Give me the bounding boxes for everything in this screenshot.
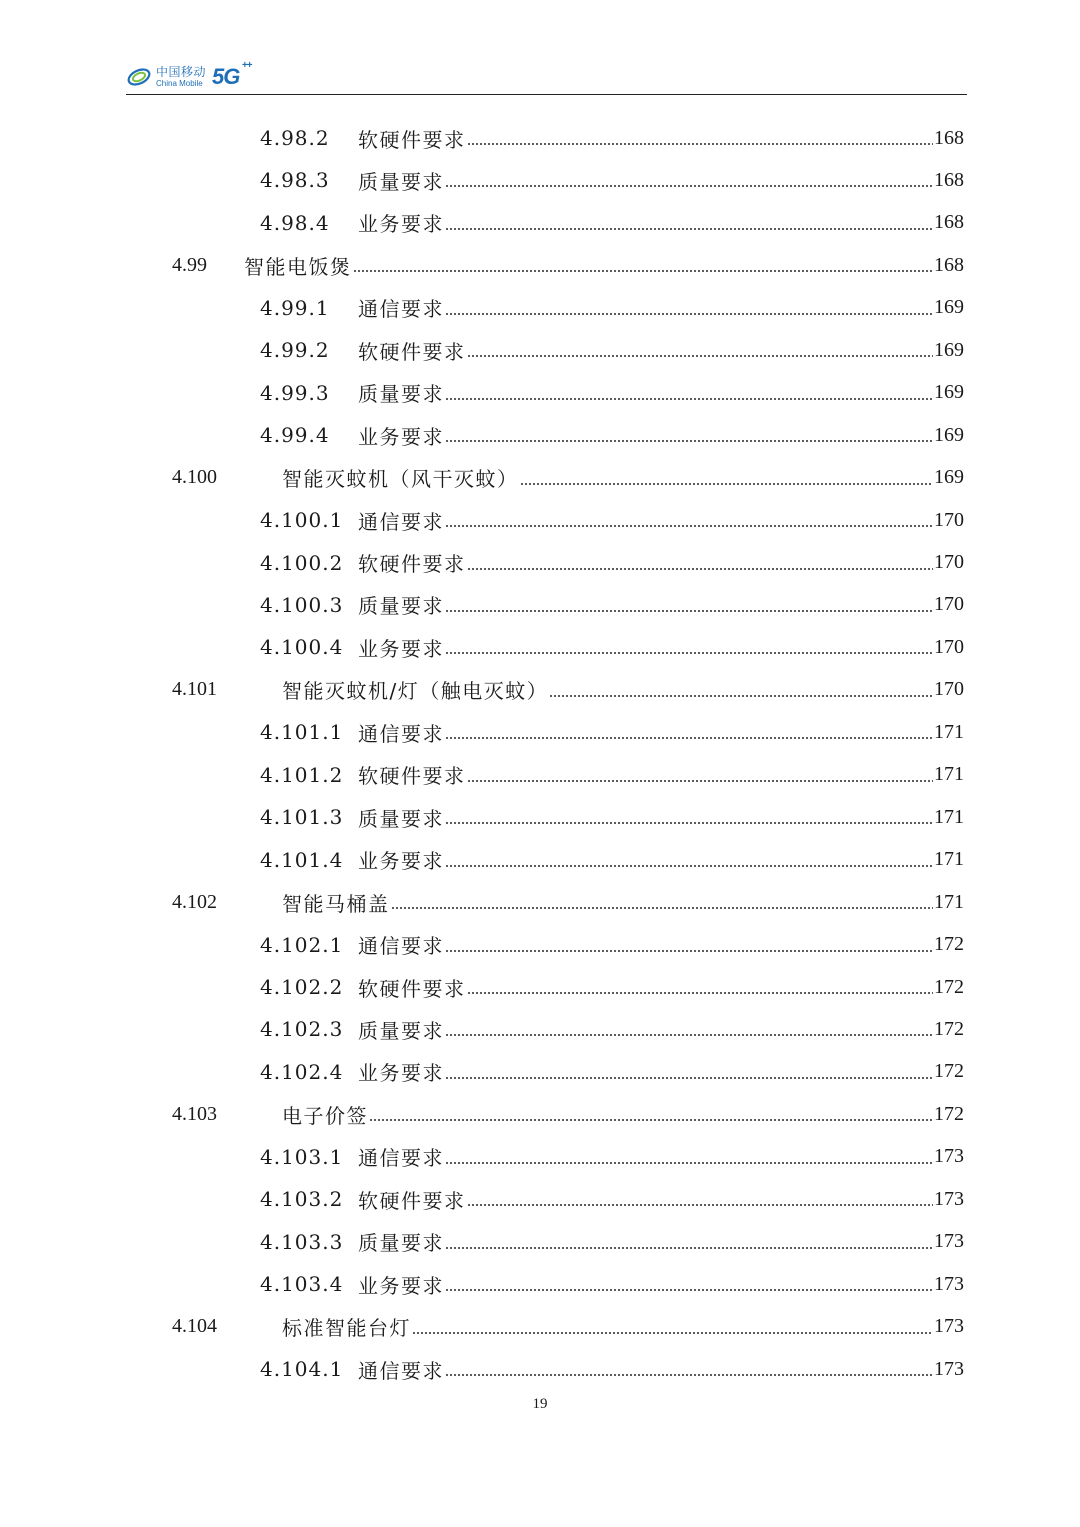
page-number: 19 xyxy=(532,1396,548,1412)
toc-subsection-entry[interactable] xyxy=(260,1263,964,1305)
toc-entry-number: 4.104.1 xyxy=(260,1357,344,1382)
toc-dot-leader xyxy=(353,252,934,278)
toc-entry-title: 质量要求 xyxy=(358,1231,444,1256)
toc-dot-leader xyxy=(445,592,933,618)
toc-dot-leader xyxy=(445,295,933,321)
toc-entry-title: 业务要求 xyxy=(358,849,444,874)
toc-dot-leader xyxy=(445,507,933,533)
toc-entry-number: 4.99.1 xyxy=(260,295,330,320)
toc-subsection-entry[interactable] xyxy=(260,499,964,541)
toc-entry-title: 智能灭蚊机（风干灭蚊） xyxy=(282,467,519,492)
toc-section-entry[interactable] xyxy=(172,457,964,499)
toc-dot-leader xyxy=(467,762,934,788)
toc-entry-number: 4.104 xyxy=(172,1315,217,1338)
toc-subsection-entry[interactable] xyxy=(260,372,964,414)
toc-subsection-entry[interactable] xyxy=(260,1051,964,1093)
toc-dot-leader xyxy=(445,932,933,958)
toc-entry-number: 4.100 xyxy=(172,466,217,489)
toc-entry-page: 173 xyxy=(934,1187,964,1210)
toc-subsection-entry[interactable] xyxy=(260,117,964,159)
toc-subsection-entry[interactable] xyxy=(260,329,964,371)
toc-entry-title: 通信要求 xyxy=(358,721,444,746)
toc-entry-title: 通信要求 xyxy=(358,297,444,322)
toc-dot-leader xyxy=(467,1186,934,1212)
toc-entry-page: 173 xyxy=(934,1357,964,1380)
toc-subsection-entry[interactable] xyxy=(260,796,964,838)
toc-entry-number: 4.100.2 xyxy=(260,550,344,575)
toc-entry-title: 质量要求 xyxy=(358,806,444,831)
toc-dot-leader xyxy=(369,1101,933,1127)
toc-entry-title: 电子价签 xyxy=(282,1103,368,1128)
toc-dot-leader xyxy=(445,847,933,873)
toc-subsection-entry[interactable] xyxy=(260,711,964,753)
page-header xyxy=(0,0,1080,96)
toc-entry-title: 业务要求 xyxy=(358,212,444,237)
toc-entry-number: 4.99.2 xyxy=(260,338,330,363)
toc-entry-page: 171 xyxy=(934,848,964,871)
toc-subsection-entry[interactable] xyxy=(260,1221,964,1263)
toc-subsection-entry[interactable] xyxy=(260,159,964,201)
toc-entry-page: 172 xyxy=(934,1060,964,1083)
toc-entry-title: 标准智能台灯 xyxy=(282,1316,411,1341)
toc-entry-title: 质量要求 xyxy=(358,1018,444,1043)
toc-dot-leader xyxy=(445,1271,933,1297)
toc-entry-title: 软硬件要求 xyxy=(358,339,466,364)
toc-entry-number: 4.101.1 xyxy=(260,720,344,745)
toc-entry-title: 通信要求 xyxy=(358,509,444,534)
toc-section-entry[interactable] xyxy=(172,1306,964,1348)
toc-section-entry[interactable] xyxy=(172,244,964,286)
toc-dot-leader xyxy=(445,719,933,745)
logo-5g-text: 5G xyxy=(212,64,240,89)
toc-entry-number: 4.103.1 xyxy=(260,1144,344,1169)
toc-entry-page: 169 xyxy=(934,466,964,489)
toc-entry-title: 软硬件要求 xyxy=(358,127,466,152)
toc-entry-page: 172 xyxy=(934,1017,964,1040)
toc-entry-title: 业务要求 xyxy=(358,1061,444,1086)
toc-entry-page: 173 xyxy=(934,1145,964,1168)
toc-subsection-entry[interactable] xyxy=(260,1178,964,1220)
toc-entry-title: 智能马桶盖 xyxy=(282,891,390,916)
toc-dot-leader xyxy=(445,804,933,830)
toc-entry-number: 4.102.2 xyxy=(260,975,344,999)
toc-entry-page: 170 xyxy=(934,508,964,531)
toc-entry-page: 172 xyxy=(934,933,964,956)
toc-entry-title: 质量要求 xyxy=(358,382,444,407)
toc-section-entry[interactable] xyxy=(172,881,964,923)
toc-entry-number: 4.102.4 xyxy=(260,1059,344,1084)
toc-entry-number: 4.98.4 xyxy=(260,210,330,235)
toc-section-entry[interactable] xyxy=(172,669,964,711)
toc-dot-leader xyxy=(445,167,933,193)
toc-entry-page: 168 xyxy=(934,253,964,276)
logo-english-text: China Mobile xyxy=(156,79,203,88)
toc-subsection-entry[interactable] xyxy=(260,584,964,626)
toc-entry-number: 4.103.2 xyxy=(260,1187,344,1212)
toc-entry-page: 171 xyxy=(934,763,964,786)
toc-entry-title: 质量要求 xyxy=(358,594,444,619)
toc-entry-page: 172 xyxy=(934,1102,964,1125)
toc-entry-page: 169 xyxy=(934,296,964,319)
toc-entry-number: 4.99.4 xyxy=(260,423,330,448)
toc-entry-title: 通信要求 xyxy=(358,934,444,959)
toc-entry-page: 170 xyxy=(934,593,964,616)
toc-dot-leader xyxy=(467,337,934,363)
toc-entry-page: 169 xyxy=(934,381,964,404)
toc-entry-number: 4.100.3 xyxy=(260,592,344,617)
china-mobile-logo xyxy=(126,60,252,94)
toc-dot-leader xyxy=(445,210,933,236)
toc-entry-number: 4.101.4 xyxy=(260,847,344,872)
toc-subsection-entry[interactable] xyxy=(260,839,964,881)
toc-subsection-entry[interactable] xyxy=(260,966,964,1008)
toc-subsection-entry[interactable] xyxy=(260,287,964,329)
toc-entry-title: 质量要求 xyxy=(358,169,444,194)
toc-dot-leader xyxy=(467,974,934,1000)
header-rule xyxy=(126,94,967,95)
toc-dot-leader xyxy=(445,422,933,448)
toc-dot-leader xyxy=(445,1356,933,1382)
toc-entry-number: 4.101 xyxy=(172,678,217,701)
toc-entry-page: 169 xyxy=(934,338,964,361)
toc-subsection-entry[interactable] xyxy=(260,1136,964,1178)
toc-entry-number: 4.98.2 xyxy=(260,126,330,150)
toc-dot-leader xyxy=(445,1229,933,1255)
logo-5g-plus: ++ xyxy=(241,60,252,71)
toc-entry-page: 169 xyxy=(934,423,964,446)
toc-entry-title: 智能灭蚊机/灯（触电灭蚊） xyxy=(282,679,549,704)
toc-entry-title: 软硬件要求 xyxy=(358,1188,466,1213)
toc-entry-number: 4.102.1 xyxy=(260,932,344,957)
toc-entry-title: 软硬件要求 xyxy=(358,976,466,1001)
toc-entry-page: 170 xyxy=(934,635,964,658)
toc-entry-page: 170 xyxy=(934,551,964,573)
toc-entry-number: 4.102.3 xyxy=(260,1017,344,1042)
toc-entry-title: 通信要求 xyxy=(358,1146,444,1171)
toc-subsection-entry[interactable] xyxy=(260,924,964,966)
toc-entry-title: 业务要求 xyxy=(358,636,444,661)
toc-dot-leader xyxy=(412,1314,933,1340)
toc-entry-number: 4.101.2 xyxy=(260,762,344,787)
toc-entry-page: 168 xyxy=(934,168,964,191)
toc-entry-title: 软硬件要求 xyxy=(358,552,466,576)
toc-entry-number: 4.98.3 xyxy=(260,168,330,193)
toc-subsection-entry[interactable] xyxy=(260,1008,964,1050)
toc-entry-page: 170 xyxy=(934,678,964,701)
toc-entry-page: 171 xyxy=(934,720,964,743)
toc-dot-leader xyxy=(467,125,934,151)
toc-entry-page: 172 xyxy=(934,975,964,998)
toc-entry-title: 通信要求 xyxy=(358,1358,444,1383)
toc-entry-page: 173 xyxy=(934,1230,964,1253)
toc-subsection-entry[interactable] xyxy=(260,626,964,668)
toc-entry-number: 4.99 xyxy=(172,253,207,276)
china-mobile-swirl-icon xyxy=(126,64,152,90)
toc-entry-title: 软硬件要求 xyxy=(358,764,466,789)
toc-dot-leader xyxy=(445,1059,933,1085)
toc-entry-title: 业务要求 xyxy=(358,424,444,449)
toc-entry-number: 4.103.3 xyxy=(260,1229,344,1254)
toc-entry-number: 4.102 xyxy=(172,890,217,913)
toc-entry-page: 171 xyxy=(934,805,964,828)
toc-entry-title: 智能电饭煲 xyxy=(244,254,352,279)
toc-dot-leader xyxy=(391,889,934,915)
toc-dot-leader xyxy=(549,677,933,703)
toc-subsection-entry[interactable] xyxy=(260,202,964,244)
toc-entry-number: 4.100.4 xyxy=(260,635,344,660)
toc-dot-leader xyxy=(445,634,933,660)
toc-subsection-entry[interactable] xyxy=(260,1348,964,1390)
toc-dot-leader xyxy=(467,550,934,576)
toc-dot-leader xyxy=(445,1016,933,1042)
toc-entry-page: 168 xyxy=(934,126,964,149)
toc-entry-number: 4.101.3 xyxy=(260,805,344,830)
toc-subsection-entry[interactable] xyxy=(260,542,964,584)
toc-section-entry[interactable] xyxy=(172,1093,964,1135)
logo-5g-mark xyxy=(212,60,252,90)
toc-entry-number: 4.99.3 xyxy=(260,380,330,405)
toc-entry-page: 171 xyxy=(934,890,964,913)
toc-dot-leader xyxy=(520,465,934,491)
toc-entry-number: 4.100.1 xyxy=(260,508,344,533)
toc-entry-page: 173 xyxy=(934,1272,964,1295)
toc-entry-number: 4.103.4 xyxy=(260,1272,344,1297)
toc-entry-page: 168 xyxy=(934,211,964,234)
toc-dot-leader xyxy=(445,1144,933,1170)
toc-subsection-entry[interactable] xyxy=(260,414,964,456)
toc-subsection-entry[interactable] xyxy=(260,754,964,796)
toc-entry-title: 业务要求 xyxy=(358,1273,444,1298)
toc-entry-number: 4.103 xyxy=(172,1102,217,1125)
toc-entry-page: 173 xyxy=(934,1315,964,1338)
logo-chinese-text: 中国移动 xyxy=(156,65,207,79)
toc-dot-leader xyxy=(445,380,933,406)
